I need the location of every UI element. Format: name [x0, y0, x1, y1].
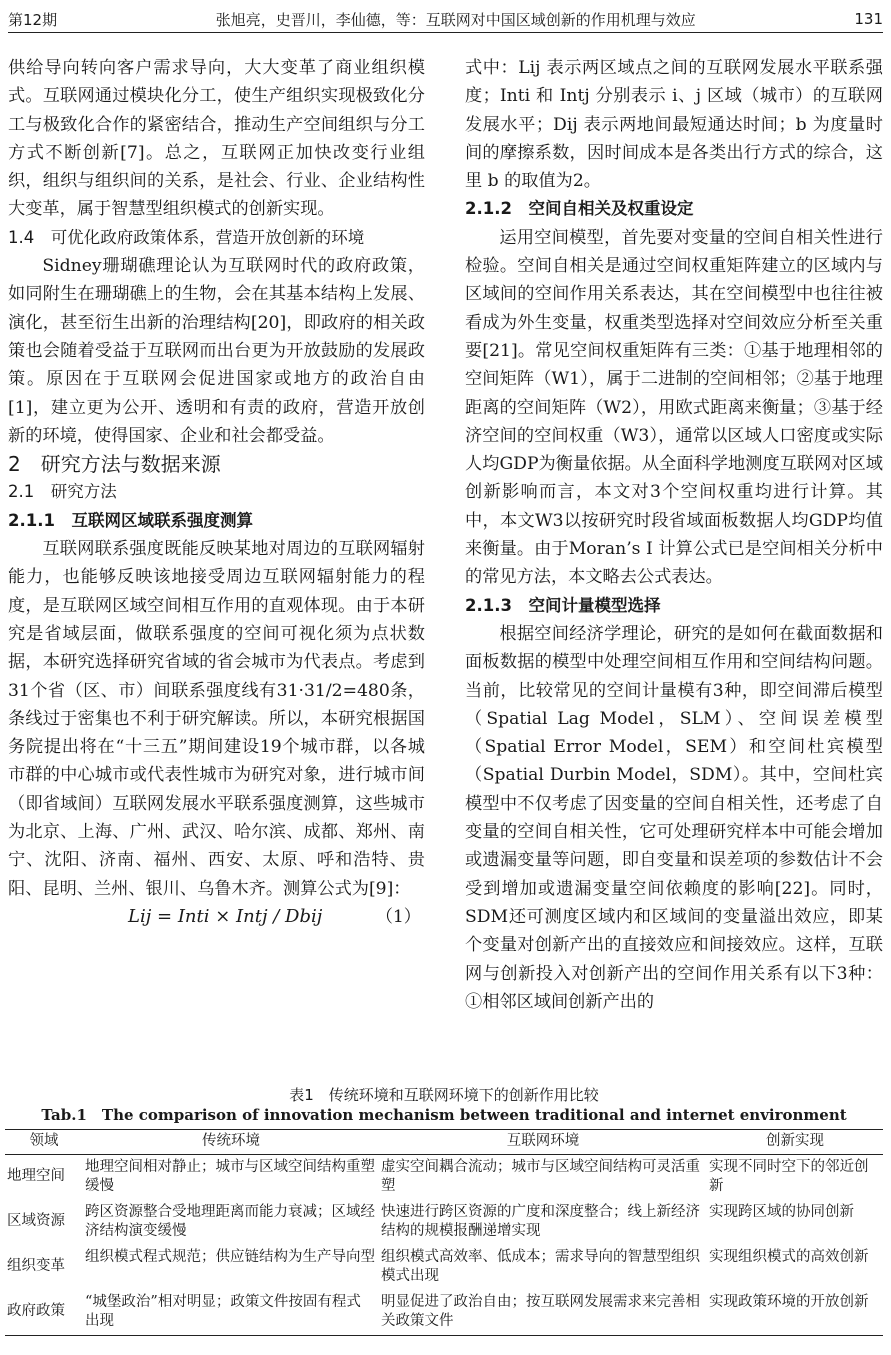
table-caption-en: Tab.1 The comparison of innovation mechanism between traditional and internet environment	[41, 1106, 847, 1124]
table-cell: “城堡政治”相对明显；政策文件按固有程式出现	[83, 1290, 379, 1336]
table-cell: 组织模式程式规范；供应链结构为生产导向型	[85, 1248, 375, 1265]
table-row	[5, 1200, 883, 1245]
table-cell: 快速进行跨区资源的广度和深度整合；线上新经济结构的规模报酬递增实现	[381, 1203, 700, 1239]
subsection-heading: 2.1.3 空间计量模型选择	[465, 595, 661, 615]
table-cell: 实现组织模式的高效创新	[709, 1248, 869, 1265]
paragraph: 互联网联系强度既能反映某地对周边的互联网辐射能力，也能够反映该地接受周边互联网辐射能力的程度，是互联网区域空间相互作用的直观体现。由于本研究是省域层面，做联系强度的空间可视化须为点状数据，本研究选择研究省域的省会城市为代表点。考虑到31个省（区、市）间联系强度线有31·31/2=480条，条线过于密集也不利于研究解读。所以，本研究根据国务院提出将在“十三五”期间建设19个城市群，以各城市群的中心城市或代表性城市为研究对象，进行城市间（即省域间）互联网发展水平联系强度测算，这些城市为北京、上海、广州、武汉、哈尔滨、成都、郑州、南宁、沈阳、济南、福州、西安、太原、呼和浩特、贵阳、昆明、兰州、银川、乌鲁木齐。测算公式为[9]：	[8, 539, 425, 899]
table-cell: 地理空间相对静止；城市与区域空间结构重塑缓慢	[85, 1158, 375, 1194]
table-cell: 虚实空间耦合流动；城市与区域空间结构可灵活重塑	[381, 1158, 700, 1194]
table-cell: 实现政策环境的开放创新	[707, 1290, 883, 1336]
table-row	[5, 1154, 883, 1200]
paragraph: 式中：Lij 表示两区域点之间的互联网发展水平联系强度；Inti 和 Intj 分别表示 i、j 区域（城市）的互联网发展水平；Dij 表示两地间最短通达时间；b 为度量时间的摩擦系数，因时间成本是各类出行方式的综合，这里 b 的取值为2。	[465, 58, 883, 192]
subsection-heading: 2.1.2 空间自相关及权重设定	[465, 199, 694, 219]
column-header: 互联网环境	[379, 1130, 707, 1155]
paragraph: 运用空间模型，首先要对变量的空间自相关性进行检验。空间自相关是通过空间权重矩阵建立的区域内与区域间的空间作用关系表达，其在空间模型中也往往被看成为外生变量，权重类型选择对空间效应分析至关重要[21]。常见空间权重矩阵有三类：①基于地理相邻的空间矩阵（W1），属于二进制的空间相邻；②基于地理距离的空间矩阵（W2），用欧式距离来衡量；③基于经济空间的空间权重（W3），通常以区域人口密度或实际人均GDP为衡量依据。从全面科学地测度互联网对区域创新影响而言，本文对3个空间权重均进行计算。其中，本文W3以按研究时段省域面板数据人均GDP均值来衡量。由于Moran’s I 计算公式已是空间相关分析中的常见方法，本文略去公式表达。	[465, 227, 883, 588]
page-number: 131	[854, 10, 883, 28]
section-heading: 1.4 可优化政府政策体系，营造开放创新的环境	[8, 227, 365, 247]
table-cell: 组织变革	[7, 1258, 65, 1275]
table-row	[5, 1290, 883, 1336]
issue-number: 第12期	[8, 10, 58, 29]
comparison-table	[5, 1085, 883, 1336]
table-cell: 实现跨区域的协同创新	[709, 1203, 854, 1220]
running-header	[8, 6, 883, 33]
paragraph: 供给导向转向客户需求导向，大大变革了商业组织模式。互联网通过模块化分工，使生产组织实现极致化分工与极致化合作的紧密结合，推动生产空间组织与分工方式不断创新[7]。总之，互联网正加快改变行业组织，组织与组织间的关系，是社会、行业、企业结构性大变革，属于智慧型组织模式的创新实现。	[8, 58, 425, 220]
table	[5, 1129, 883, 1336]
equation	[8, 903, 425, 933]
paragraph: Sidney珊瑚礁理论认为互联网时代的政府政策，如同附生在珊瑚礁上的生物，会在其基本结构上发展、演化，甚至衍生出新的治理结构[20]，即政府的相关政策也会随着受益于互联网而出台更为开放鼓励的发展政策。原因在于互联网会促进国家或地方的政治自由[1]，建立更为公开、透明和有责的政府，营造开放创新的环境，使得国家、企业和社会都受益。	[8, 256, 425, 446]
table-cell: 明显促进了政治自由；按互联网发展需求来完善相关政策文件	[379, 1290, 707, 1336]
table-caption-cn: 表1 传统环境和互联网环境下的创新作用比较	[289, 1086, 599, 1104]
formula: Lij = Inti × Intj / Dbij	[128, 905, 323, 927]
section-heading: 2.1 研究方法	[8, 482, 117, 502]
paragraph: 根据空间经济学理论，研究的是如何在截面数据和面板数据的模型中处理空间相互作用和空间结构问题。当前，比较常见的空间计量模有3种，即空间滞后模型（Spatial Lag Model，SLM）、空间误差模型（Spatial Error Model，SEM）和空间杜宾模型（Spatial Durbin Model，SDM）。其中，空间杜宾模型中不仅考虑了因变量的空间自相关性，还考虑了自变量的空间自相关性，它可处理研究样本中可能会增加或遗漏变量等问题，即自变量和误差项的参数估计不会受到增加或遗漏变量空间依赖度的影响[22]。同时，SDM还可测度区域内和区域间的变量溢出效应，即某个变量对创新产出的直接效应和间接效应。这样，互联网与创新投入对创新产出的空间作用关系有以下3种：①相邻区域间创新产出的	[465, 623, 883, 1012]
left-column	[8, 54, 425, 933]
table-cell: 政府政策	[5, 1290, 83, 1336]
section-heading: 2 研究方法与数据来源	[8, 452, 221, 477]
header-title: 张旭亮，史晋川，李仙德，等：互联网对中国区域创新的作用机理与效应	[215, 10, 696, 29]
column-header: 创新实现	[707, 1130, 883, 1155]
subsection-heading: 2.1.1 互联网区域联系强度测算	[8, 510, 253, 530]
table-cell: 地理空间	[7, 1168, 65, 1185]
table-cell: 跨区资源整合受地理距离而能力衰减；区域经济结构演变缓慢	[85, 1203, 375, 1239]
equation-number: （1）	[375, 906, 421, 927]
right-column	[465, 54, 883, 1016]
table-row	[5, 1245, 883, 1290]
column-header: 传统环境	[83, 1130, 379, 1155]
table-header-row	[5, 1130, 883, 1155]
table-cell: 组织模式高效率、低成本；需求导向的智慧型组织模式出现	[381, 1248, 700, 1284]
table-cell: 区域资源	[7, 1213, 65, 1230]
column-header: 领域	[5, 1130, 83, 1155]
table-cell: 实现不同时空下的邻近创新	[709, 1158, 869, 1194]
